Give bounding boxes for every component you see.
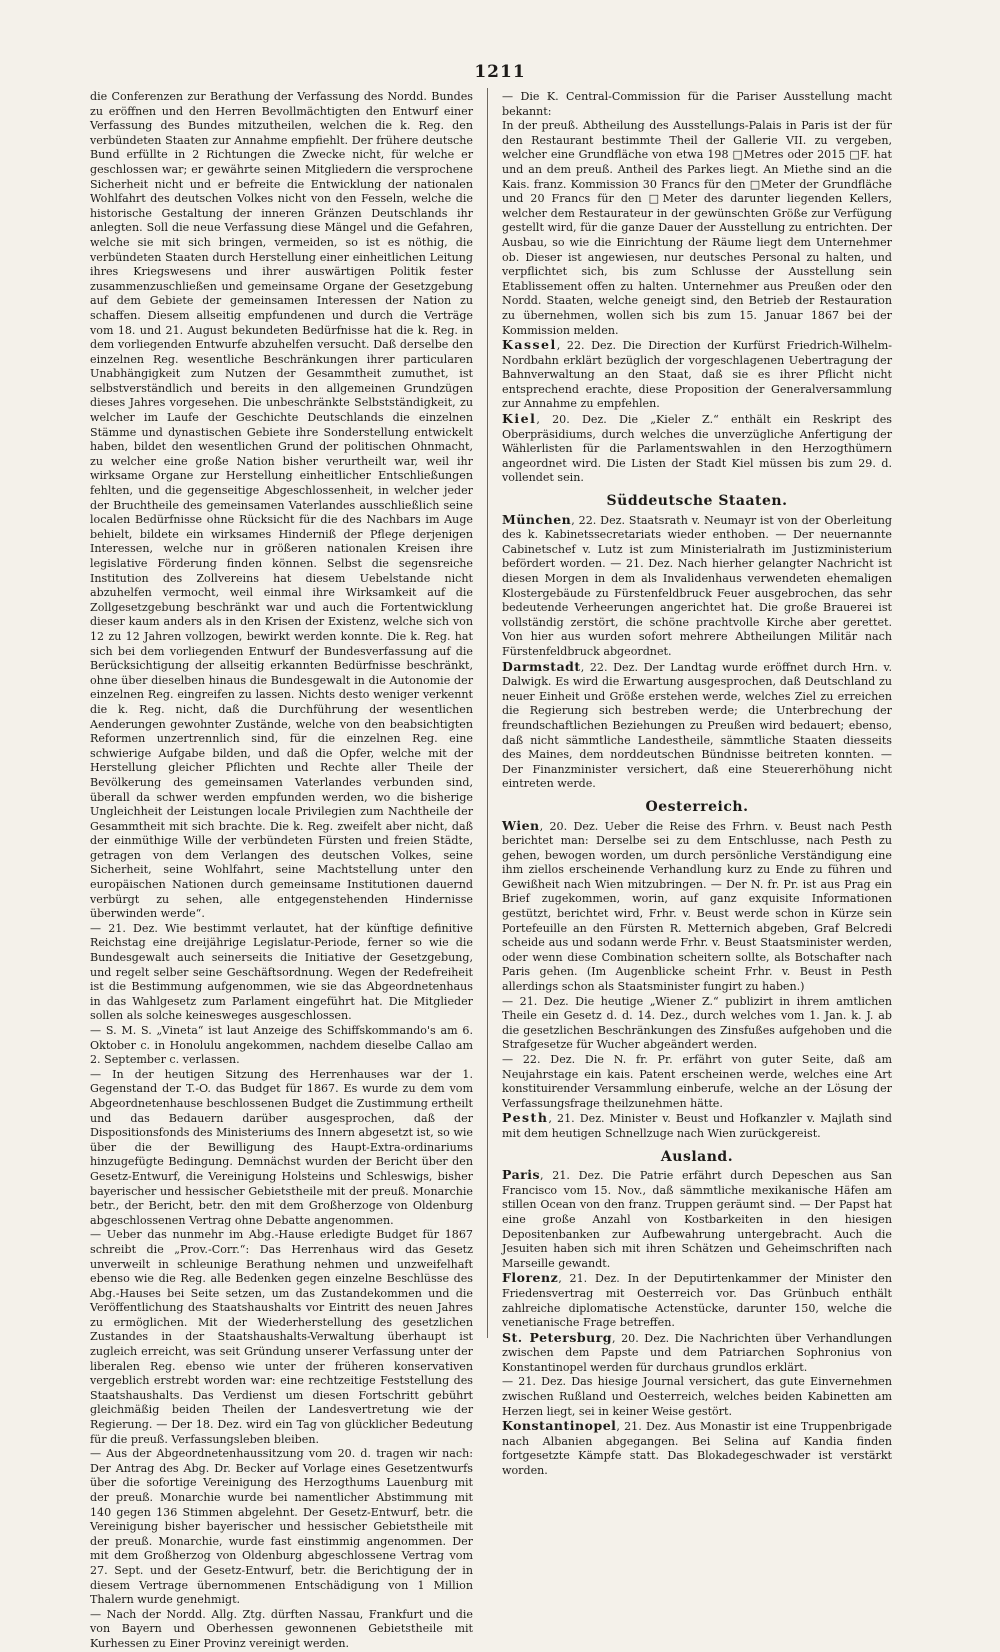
section-heading: Süddeutsche Staaten. bbox=[606, 493, 788, 510]
article-paragraph: — S. M. S. „Vineta“ ist laut Anzeige des Schiffskommando's am 6. Oktober c. in Honolulu angekommen, nachdem dieselbe Callao am 2. September c. verlassen. bbox=[90, 1024, 473, 1067]
article-paragraph bbox=[502, 513, 892, 660]
article-text: , 20. Dez. Ueber die Reise des Frhrn. v. Beust nach Pesth berichtet man: Derselbe sei zu dem Entschlusse, nach Pesth zu gehen, bewogen worden, um durch persönliche Verständigung eine ihm ziellos erscheinende Verhandlung kurz zu Ende zu führen und Gewißheit nach Wien mitzubringen. — Der N. fr. Pr. ist aus Prag ein Brief zugekommen, worin, auf ganz exquisite Informationen gestützt, berichtet wird, Frhr. v. Beust werde schon in Kürze sein Portefeuille an den Fürsten R. Metternich abgeben, Graf Belcredi scheide aus und sodann werde Frhr. v. Beust Staatsminister werden, oder wenn diese Combination scheitern sollte, als Botschafter nach Paris gehen. (Im Augenblicke scheint Frhr. v. Beust in Pesth allerdings schon als Staatsminister fungirt zu haben.) bbox=[502, 819, 892, 994]
article-paragraph bbox=[502, 660, 892, 792]
article-paragraph: In der preuß. Abtheilung des Ausstellungs-Palais in Paris ist der für den Restaurant bestimmte Theil der Gallerie VII. zu vergeben, welcher eine Grundfläche von etwa 198 □Metres oder 2015 □F. hat und an dem preuß. Antheil des Parkes liegt. An Miethe sind an die Kais. franz. Kommission 30 Francs für den □Meter der Grundfläche und 20 Francs für den □Meter des darunter liegenden Kellers, welcher dem Restaurateur in der gewünschten Größe zur Verfügung gestellt wird, für die ganze Dauer der Ausstellung zu entrichten. Der Ausbau, so wie die Einrichtung der Räume liegt dem Unternehmer ob. Dieser ist angewiesen, nur deutsches Personal zu halten, und verpflichtet sich, bis zum Schlusse der Ausstellung sein Etablissement offen zu halten. Unternehmer aus Preußen oder den Nordd. Staaten, welche geneigt sind, den Betrieb der Restauration zu übernehmen, wollen sich bis zum 15. Januar 1867 bei der Kommission melden. bbox=[502, 119, 892, 337]
article-text: , 21. Dez. In der Deputirtenkammer der Minister den Friedensvertrag mit Oesterreich vor. Das Grünbuch enthält zahlreiche diplomatische Actenstücke, darunter 150, welche die venetianische Frage betreffen. bbox=[502, 1272, 892, 1330]
article-paragraph: — Ueber das nunmehr im Abg.-Hause erledigte Budget für 1867 schreibt die „Prov.-Corr.“: Das Herrenhaus wird das Gesetz unverweilt in schleunige Berathung nehmen und unzweifelhaft ebenso wie die Reg. alle Bedenken gegen einzelne Beschlüsse des Abg.-Hauses bei Seite setzen, um das Zustandekommen und die Veröffentlichung des Staatshaushalts vor Eintritt des neuen Jahres zu ermöglichen. Mit der Wiederherstellung des gesetzlichen Zustandes in der Staatshaushalts-Verwaltung überhaupt ist zugleich erreicht, was seit Gründung unserer Verfassung unter der liberalen Reg. ebenso wie unter der früheren konservativen vergeblich erstrebt worden war: eine rechtzeitige Feststellung des Staatshaushalts. Das Verdienst um diesen Fortschritt gebührt gleichmäßig beiden Theilen der Landesvertretung wie der Regierung. — Der 18. Dez. wird ein Tag von glücklicher Bedeutung für die preuß. Verfassungsleben bleiben. bbox=[90, 1228, 473, 1446]
article-paragraph: — 21. Dez. Das hiesige Journal versichert, das gute Einvernehmen zwischen Rußland und Oesterreich, welches beiden Kabinetten am Herzen liegt, sei in keiner Weise gestört. bbox=[502, 1375, 892, 1418]
column-divider bbox=[487, 88, 488, 1338]
article-paragraph bbox=[502, 819, 892, 995]
dateline-place: Florenz bbox=[502, 1270, 559, 1286]
article-paragraph bbox=[502, 1271, 892, 1330]
article-text: , 22. Dez. Der Landtag wurde eröffnet durch Hrn. v. Dalwigk. Es wird die Erwartung ausgesprochen, daß Deutschland zu neuer Einheit und Größe erstehen werde, welches Ziel zu erreichen die Regierung sich bestreben werde; die Unterbrechung der freundschaftlichen Beziehungen zu Preußen wird bedauert; ebenso, daß nicht sämmtliche Landestheile, sämmtliche Staaten diesseits des Maines, dem norddeutschen Bündnisse beitreten konnten. — Der Finanzminister versichert, daß eine Steuererhöhung nicht eintreten werde. bbox=[502, 660, 892, 791]
article-paragraph bbox=[502, 1331, 892, 1376]
section-heading: Ausland. bbox=[660, 1148, 734, 1165]
dateline-place: Paris bbox=[502, 1167, 541, 1183]
left-column bbox=[90, 90, 473, 1650]
dateline-place: Konstantinopel bbox=[502, 1418, 617, 1434]
page-number: 1211 bbox=[474, 62, 526, 82]
article-text: , 21. Dez. Minister v. Beust und Hofkanzler v. Majlath sind mit dem heutigen Schnellzuge nach Wien zurückgereist. bbox=[502, 1112, 892, 1140]
article-paragraph: — 21. Dez. Wie bestimmt verlautet, hat der künftige definitive Reichstag eine dreijährige Legislatur-Periode, ferner so wie die Bundesgewalt auch seinerseits die Initiative der Gesetzgebung, und regelt selber seine Geschäftsordnung. Wegen der Redefreiheit ist die Bestimmung aufgenommen, wie sie das Abgeordnetenhaus in das Wahlgesetz zum Parlament eingeführt hat. Die Mitglieder sollen als solche keinesweges ausgeschlossen. bbox=[90, 921, 473, 1023]
dateline-place: München bbox=[502, 511, 572, 527]
article-text: , 22. Dez. Die Direction der Kurfürst Friedrich-Wilhelm-Nordbahn erklärt bezüglich der vorgeschlagenen Uebertragung der Bahnverwaltung an den Staat, daß sie es ihrer Pflicht nicht entsprechend erachte, diese Proposition der Generalversammlung zur Annahme zu empfehlen. bbox=[502, 339, 892, 411]
article-paragraph: — Aus der Abgeordnetenhaussitzung vom 20. d. tragen wir nach: Der Antrag des Abg. Dr. Becker auf Vorlage eines Gesetzentwurfs über die sofortige Vereinigung des Herzogthums Lauenburg mit der preuß. Monarchie wurde bei namentlicher Abstimmung mit 140 gegen 136 Stimmen abgelehnt. Der Gesetz-Entwurf, betr. die Vereinigung bisher bayerischer und hessischer Gebietstheile mit der preuß. Monarchie, wurde fast einstimmig angenommen. Der mit dem Großherzog von Oldenburg abgeschlossene Vertrag vom 27. Sept. und der Gesetz-Entwurf, betr. die Berichtigung der in diesem Vertrage übernommenen Entschädigung von 1 Million Thalern wurde genehmigt. bbox=[90, 1447, 473, 1607]
article-paragraph: — 22. Dez. Die N. fr. Pr. erfährt von guter Seite, daß am Neujahrstage ein kais. Patent erscheinen werde, welches eine Art konstituirender Versammlung einberufe, welche an der Lösung der Verfassungsfrage theilzunehmen hätte. bbox=[502, 1053, 892, 1110]
article-paragraph bbox=[502, 338, 892, 412]
dateline-place: St. Petersburg bbox=[502, 1329, 613, 1345]
article-paragraph: — Nach der Nordd. Allg. Ztg. dürften Nassau, Frankfurt und die von Bayern und Oberhessen gewonnenen Gebietstheile mit Kurhessen zu Einer Provinz vereinigt werden. bbox=[90, 1607, 473, 1650]
article-paragraph: die Conferenzen zur Berathung der Verfassung des Nordd. Bundes zu eröffnen und den Herren Bevollmächtigten den Entwurf einer Verfassung des Bundes mitzutheilen, welchen die k. Reg. den verbündeten Staaten zur Annahme empfiehlt. Der frühere deutsche Bund erfüllte in 2 Richtungen die Zwecke nicht, für welche er geschlossen war; er gewährte seinen Mitgliedern die versprochene Sicherheit nicht und er befreite die Entwicklung der nationalen Wohlfahrt des deutschen Volkes nicht von den Fesseln, welche die historische Gestaltung der inneren Gränzen Deutschlands ihr anlegten. Soll die neue Verfassung diese Mängel und die Gefahren, welche sie mit sich bringen, vermeiden, so ist es nöthig, die verbündeten Staaten durch Herstellung einer einheitlichen Leitung ihres Kriegswesens und ihrer auswärtigen Politik fester zusammenzuschließen und gemeinsame Organe der Gesetzgebung auf dem Gebiete der gemeinsamen Interessen der Nation zu schaffen. Diesem allseitig empfundenen und durch die Verträge vom 18. und 21. August bekundeten Bedürfnisse hat die k. Reg. in dem vorliegenden Entwurfe abzuhelfen versucht. Daß derselbe den einzelnen Reg. wesentliche Beschränkungen ihrer particularen Unabhängigkeit zum Nutzen der Gesammtheit zumuthet, ist selbstverständlich und bereits in den allgemeinen Grundzügen dieses Jahres vorgesehen. Die unbeschränkte Selbstständigkeit, zu welcher im Laufe der Geschichte Deutschlands die einzelnen Stämme und dynastischen Gebiete ihre Sonderstellung entwickelt haben, bildet den wesentlichen Grund der politischen Ohnmacht, zu welcher eine große Nation bisher verurtheilt war, weil ihr wirksame Organe zur Herstellung einheitlicher Entschließungen fehlten, und die gegenseitige Abgeschlossenheit, in welcher jeder der Bruchtheile des gemeinsamen Vaterlandes ausschließlich seine localen Bedürfnisse ohne Rücksicht für die des Nachbars im Auge behielt, bildete ein wirksames Hinderniß der Pflege derjenigen Interessen, welche nur in größeren nationalen Kreisen ihre legislative Förderung finden können. Selbst die segensreiche Institution des Zollvereins hat diesem Uebelstande nicht abzuhelfen vermocht, weil einmal ihre Wirksamkeit auf die Zollgesetzgebung beschränkt war und auch die Fortentwicklung dieser kaum anders als in den Krisen der Existenz, welche sich von 12 zu 12 Jahren vollzogen, bewirkt werden konnte. Die k. Reg. hat sich bei dem vorliegenden Entwurf der Bundesverfassung auf die Berücksichtigung der allseitig erkannten Bedürfnisse beschränkt, ohne über dieselben hinaus die Bundesgewalt in die Autonomie der einzelnen Reg. eingreifen zu lassen. Nichts desto weniger verkennt die k. Reg. nicht, daß die Durchführung der wesentlichen Aenderungen gewohnter Zustände, welche von den beabsichtigten Reformen unzertrennlich sind, für die einzelnen Reg. eine schwierige Aufgabe bilden, und daß die Opfer, welche mit der Herstellung gleicher Pflichten und Rechte aller Theile der Bevölkerung des gemeinsamen Vaterlandes verbunden sind, überall da schwer werden empfunden werden, wo die bisherige Ungleichheit der Leistungen locale Privilegien zum Nachtheile der Gesammtheit mit sich brachte. Die k. Reg. zweifelt aber nicht, daß der einmüthige Wille der verbündeten Fürsten und freien Städte, getragen von dem Verlangen des deutschen Volkes, seine Sicherheit, seine Wohlfahrt, seine Machtstellung unter den europäischen Nationen durch gemeinsame Institutionen dauernd verbürgt zu sehen, alle entgegenstehenden Hindernisse überwinden werde“. bbox=[90, 90, 473, 921]
dateline-place: Kassel bbox=[502, 337, 557, 353]
article-text: , 22. Dez. Staatsrath v. Neumayr ist von der Oberleitung des k. Kabinetssecretariats wieder enthoben. — Der neuernannte Cabinetschef v. Lutz ist zum Ministerialrath im Justizministerium befördert worden. — 21. Dez. Nach hierher gelangter Nachricht ist diesen Morgen in dem als Invalidenhaus verwendeten ehemaligen Klostergebäude zu Fürstenfeldbruck Feuer ausgebrochen, das sehr bedeutende Verheerungen angerichtet hat. Die große Brauerei ist vollständig zerstört, die schöne prachtvolle Kirche aber gerettet. Von hier aus wurden sofort mehrere Abtheilungen Militär nach Fürstenfeldbruck abgeordnet. bbox=[502, 513, 892, 658]
section-heading: Oesterreich. bbox=[645, 798, 749, 815]
right-column bbox=[502, 90, 892, 1478]
article-paragraph: — 21. Dez. Die heutige „Wiener Z.“ publizirt in ihrem amtlichen Theile ein Gesetz d. d. 14. Dez., durch welches vom 1. Jan. k. J. ab die gesetzlichen Beschränkungen des Zinsfußes aufgehoben und die Strafgesetze für Wucher abgeändert werden. bbox=[502, 994, 892, 1052]
dateline-place: Wien bbox=[502, 817, 540, 833]
article-paragraph: — In der heutigen Sitzung des Herrenhauses war der 1. Gegenstand der T.-O. das Budget für 1867. Es wurde zu dem vom Abgeordnetenhause beschlossenen Budget die Zustimmung ertheilt und das Bedauern darüber ausgesprochen, daß der Dispositionsfonds des Ministeriums des Innern abgesetzt ist, so wie über die der Bewilligung des Haupt-Extra-ordinariums hinzugefügte Bedingung. Demnächst wurden der Bericht über den Gesetz-Entwurf, die Vereinigung Holsteins und Schleswigs, bisher bayerischer und hessischer Gebietstheile mit der preuß. Monarchie betr., der Bericht, betr. den mit dem Großherzoge von Oldenburg abgeschlossenen Vertrag ohne Debatte angenommen. bbox=[90, 1067, 473, 1227]
dateline-place: Kiel bbox=[502, 411, 537, 427]
article-paragraph: — Die K. Central-Commission für die Pariser Ausstellung macht bekannt: bbox=[502, 90, 892, 118]
article-paragraph bbox=[502, 1419, 892, 1478]
dateline-place: Darmstadt bbox=[502, 658, 581, 674]
article-paragraph bbox=[502, 1111, 892, 1141]
article-text: , 21. Dez. Die Patrie erfährt durch Depeschen aus San Francisco vom 15. Nov., daß sämmtliche mexikanische Häfen am stillen Ocean von den franz. Truppen geräumt sind. — Der Papst hat eine große Anzahl von Kostbarkeiten in den hiesigen Depositenbanken zur Aufbewahrung untergebracht. Auch die Jesuiten haben sich mit ihren Schätzen und Geheimschriften nach Marseille gewandt. bbox=[502, 1169, 892, 1270]
dateline-place: Pesth bbox=[502, 1110, 549, 1126]
article-paragraph bbox=[502, 1168, 892, 1271]
article-paragraph bbox=[502, 412, 892, 486]
article-text: , 20. Dez. Die „Kieler Z.“ enthält ein Reskript des Oberpräsidiums, durch welches die unverzügliche Anfertigung der Wählerlisten für die Parlamentswahlen in den Herzogthümern angeordnet wird. Die Listen der Stadt Kiel müssen bis zum 29. d. vollendet sein. bbox=[502, 413, 892, 485]
article-text: , 21. Dez. Aus Monastir ist eine Truppenbrigade nach Albanien abgegangen. Bei Selina auf Kandia finden fortgesetzte Kämpfe statt. Das Blokadegeschwader ist verstärkt worden. bbox=[502, 1420, 892, 1478]
article-text: , 20. Dez. Die Nachrichten über Verhandlungen zwischen dem Papste und dem Patriarchen Sophronius von Konstantinopel werden für durchaus grundlos erklärt. bbox=[502, 1331, 892, 1374]
